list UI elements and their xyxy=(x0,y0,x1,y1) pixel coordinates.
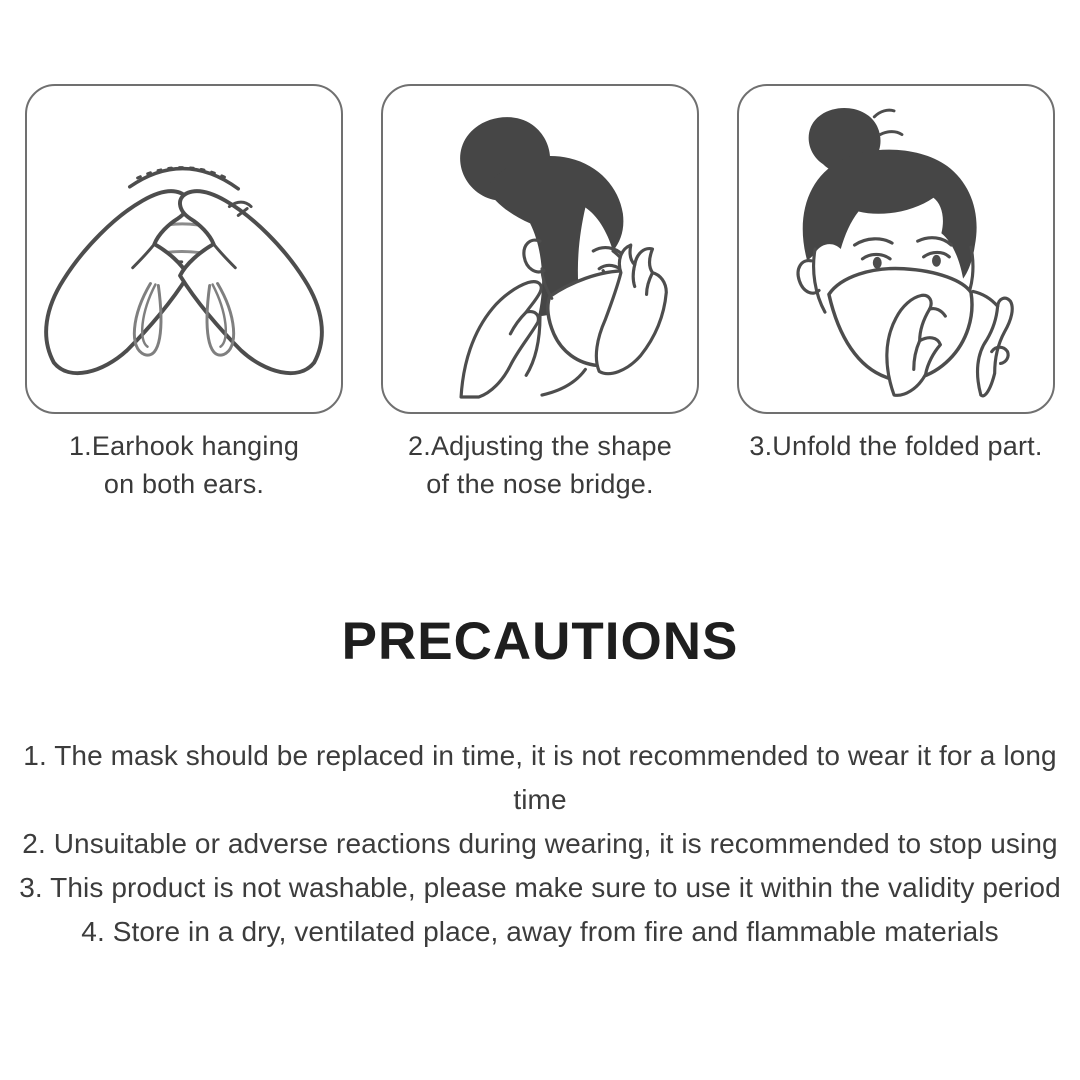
step-2-card xyxy=(381,84,699,414)
step-3 xyxy=(735,84,1057,503)
precaution-item-3: 3. This product is not washable, please make sure to use it within the validity period xyxy=(19,872,1061,903)
precautions-title: PRECAUTIONS xyxy=(341,612,739,671)
step-1 xyxy=(23,84,345,503)
step-3-caption-line1: 3.Unfold the folded part. xyxy=(749,431,1043,461)
precaution-item-4: 4. Store in a dry, ventilated place, away from fire and flammable materials xyxy=(81,916,999,947)
step-2 xyxy=(379,84,701,503)
unfold-mask-illustration xyxy=(748,99,1044,399)
precautions-list xyxy=(0,734,1080,954)
step-2-caption-line2: of the nose bridge. xyxy=(426,469,654,499)
step-1-caption xyxy=(69,427,299,503)
step-2-caption-line1: 2.Adjusting the shape xyxy=(408,431,672,461)
hands-stretching-mask-illustration xyxy=(36,99,332,399)
step-1-caption-line2: on both ears. xyxy=(103,469,265,499)
precaution-item-1: 1. The mask should be replaced in time, it is not recommended to wear it for a long time xyxy=(23,740,1057,815)
adjust-nose-bridge-illustration xyxy=(392,99,688,399)
precaution-item-2: 2. Unsuitable or adverse reactions during wearing, it is recommended to stop using xyxy=(22,828,1058,859)
precautions-section xyxy=(0,612,1080,954)
steps-row xyxy=(0,84,1080,503)
step-1-caption-line1: 1.Earhook hanging xyxy=(68,431,300,461)
step-3-card xyxy=(737,84,1055,414)
step-1-card xyxy=(25,84,343,414)
step-3-caption xyxy=(749,427,1042,465)
step-2-caption xyxy=(408,427,672,503)
